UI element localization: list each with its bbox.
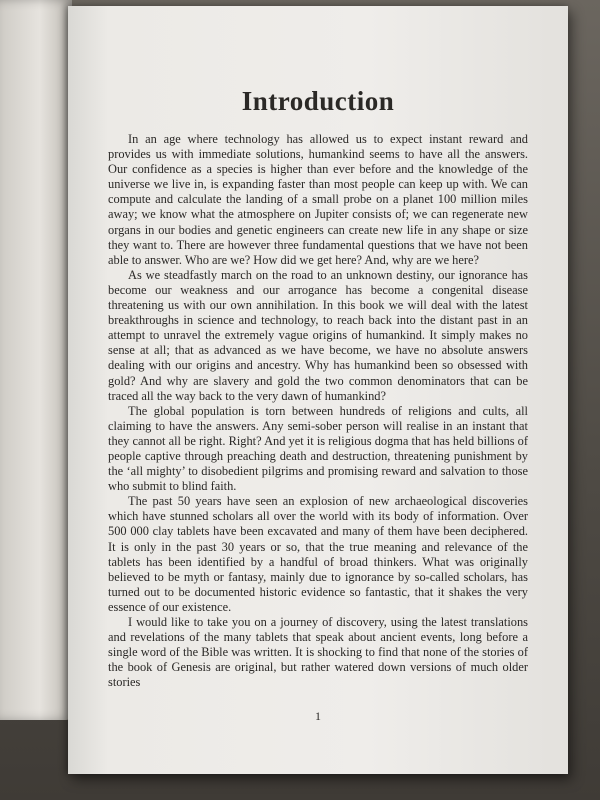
paragraph-5: I would like to take you on a journey of discovery, using the latest translations and revelations of the many tablets that speak about ancient events, long before a single word of the Bible was written. It is shocking to find that none of the stories of the book of Genesis are original, but rather watered down versions of much older stories — [108, 615, 528, 690]
paragraph-2: As we steadfastly march on the road to an unknown destiny, our ignorance has become our weakness and our arrogance has become a congenital disease threatening us with our own annihilation. In this book we will deal with the latest breakthroughs in science and technology, to reach back into the distant past in an attempt to unravel the extremely vague origins of humankind. It simply makes no sense at all; that as advanced as we have become, we have no absolute answers dealing with our origins and ancestry. Why has humankind been so obsessed with gold? And why are slavery and gold the two common denominators that can be traced all the way back to the very dawn of humankind? — [108, 267, 528, 403]
page-title: Introduction — [241, 86, 395, 116]
page-number: 1 — [315, 709, 321, 723]
paragraph-4: The past 50 years have seen an explosion of new archaeological discoveries which have stunned scholars all over the world with its body of information. Over 500 000 clay tablets have been excavated and many of them have been deciphered. It is only in the past 30 years or so, that the true meaning and relevance of the tablets has been identified by a handful of broad thinkers. What was originally believed to be myth or fantasy, mainly due to ignorance by so-called scholars, has turned out to be documented historic evidence so fantastic, that it shakes the very essence of our existence. — [108, 494, 528, 614]
body-text — [108, 132, 528, 690]
book-page — [68, 6, 568, 774]
facing-page-edge — [0, 0, 72, 720]
paragraph-3: The global population is torn between hundreds of religions and cults, all claiming to have the answers. Any semi-sober person will realise in an instant that they cannot all be right. Right? And yet it is religious dogma that has held billions of people captive through preaching death and destruction, threatening punishment by the ‘all mighty’ to disobedient pilgrims and promising reward and salvation to those who submit to blind faith. — [108, 403, 528, 494]
paragraph-1: In an age where technology has allowed us to expect instant reward and provides us with immediate solutions, humankind seems to have all the answers. Our confidence as a species is higher than ever before and the knowledge of the universe we live in, is expanding faster than most people can keep up with. We can compute and calculate the landing of a small probe on a planet 100 million miles away; we know what the atmosphere on Jupiter consists of; we can regenerate new organs in our bodies and genetic engineers can create new life in any shape or size they want to. There are however three fundamental questions that we have not been able to answer. Who are we? How did we get here? And, why are we here? — [108, 132, 528, 267]
